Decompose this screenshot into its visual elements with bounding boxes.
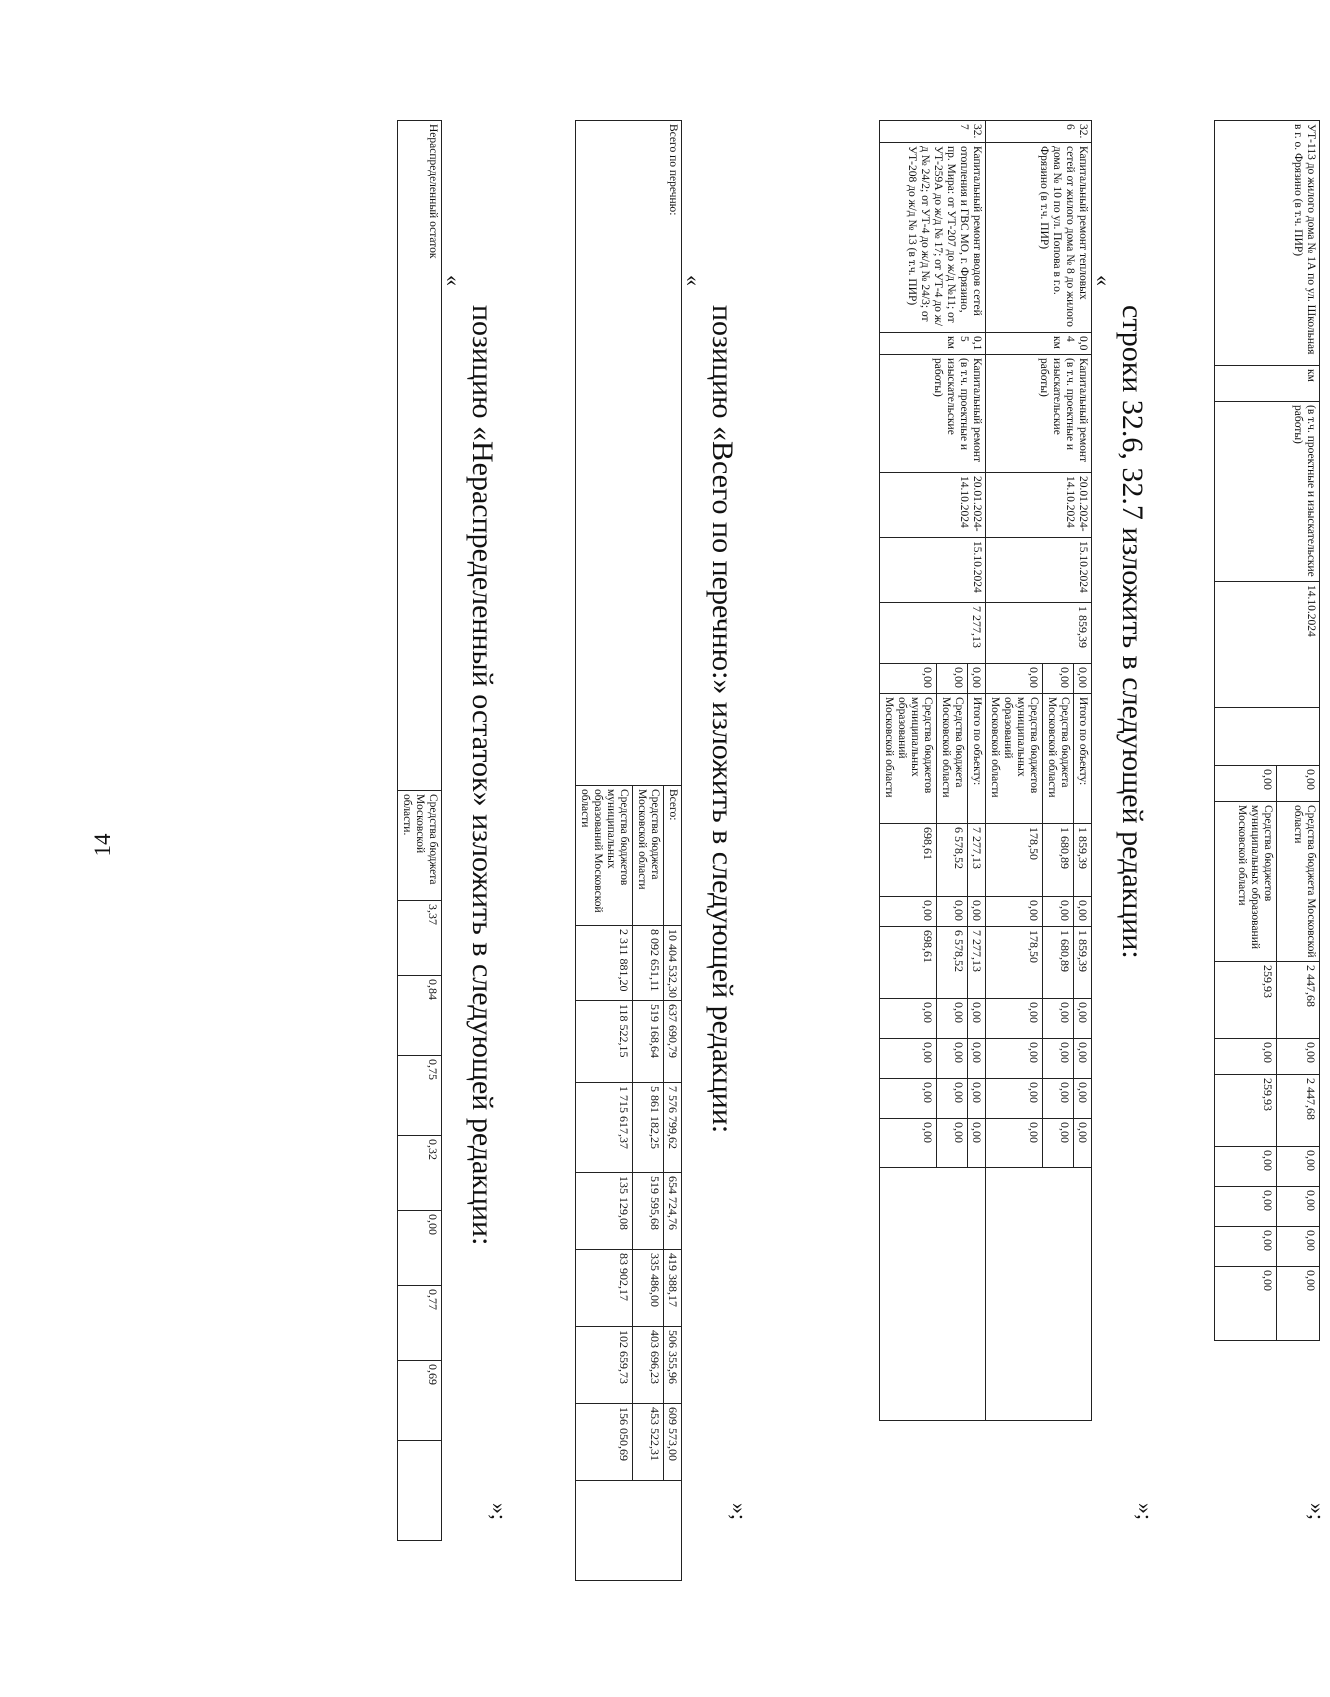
value-cell: 0,00	[986, 1079, 1043, 1119]
value-cell: 1 680,89	[1043, 824, 1074, 897]
value-cell: 0,00	[968, 999, 986, 1039]
object-cell: УТ-113 до жилого дома № 1А по ул. Школьная в г. о. Фрязино (в т.ч. ПИР)	[1215, 121, 1320, 366]
value-cell: 0,32	[398, 1136, 442, 1211]
value-cell: 7 277,13	[968, 927, 986, 999]
power-cell	[986, 333, 1092, 355]
value-cell: 698,61	[880, 927, 937, 999]
value-cell: 0,00	[986, 1039, 1043, 1079]
empty-cell	[986, 1168, 1092, 1421]
value-cell: 0,00	[937, 1119, 968, 1168]
empty-cell	[880, 1168, 986, 1421]
table-row	[968, 121, 986, 1421]
value-cell: 1 859,39	[1074, 927, 1092, 999]
value-cell: 0,00	[880, 1039, 937, 1079]
unit-cell: км	[1215, 366, 1320, 402]
source-cell: Средства бюджетов муниципальных образований Московской области	[986, 694, 1043, 824]
value-cell: 0,00	[880, 897, 937, 927]
source-cell: Итого по объекту:	[968, 694, 986, 824]
value-cell: 0,00	[1215, 1227, 1277, 1267]
rows-section-block	[879, 60, 1158, 1660]
closing-quote: »;	[727, 1502, 752, 1520]
work-type-cell: Капитальный ремонт (в т.ч. проектные и изыскательские работы)	[986, 355, 1092, 473]
source-cell: Средства бюджетов муниципальных образований Московской области	[576, 786, 633, 926]
value-cell: 0,00	[880, 1079, 937, 1119]
value-cell: 0,00	[1276, 1039, 1319, 1075]
value-cell: 0,00	[986, 664, 1043, 694]
source-cell: Средства бюджета Московской области	[937, 694, 968, 824]
period-cell: 20.01.2024-14.10.2024	[986, 473, 1092, 538]
total-section-block	[575, 60, 752, 1660]
residual-section-block	[397, 60, 512, 1660]
value-cell: 0,00	[1043, 999, 1074, 1039]
unit-value: км	[1051, 336, 1063, 349]
total-table	[575, 120, 682, 1581]
table-row	[1074, 121, 1092, 1421]
opening-quote: «	[681, 275, 706, 286]
value-cell: 0,00	[1074, 1079, 1092, 1119]
page-number: 14	[90, 833, 115, 857]
value-cell: 259,93	[1215, 1075, 1277, 1147]
value-cell: 2 311 881,20	[576, 926, 633, 1001]
value-cell: 83 902,17	[576, 1250, 633, 1327]
table-row	[1276, 121, 1319, 1341]
value-cell: 335 486,00	[633, 1250, 664, 1327]
source-cell: Всего:	[664, 786, 682, 926]
value-cell: 6 578,52	[937, 824, 968, 897]
value-cell: 419 388,17	[664, 1250, 682, 1327]
top-fragment-block	[1214, 60, 1330, 1660]
section-heading: позицию «Нераспределенный остаток» изложить в следующей редакции:	[466, 305, 499, 1246]
rows-table	[879, 120, 1092, 1421]
completion-cell: 15.10.2024	[986, 538, 1092, 603]
value-cell: 0,00	[937, 1079, 968, 1119]
value-cell: 1 680,89	[1043, 927, 1074, 999]
cost-cell: 7 277,13	[880, 603, 986, 664]
object-cell: Капитальный ремонт вводов сетей отопления и ГВС МО, г. Фрязино, пр. Мира: от УТ-207 до ж/д №11; от УТ-259А до ж/д № 17; от УТ-4 до ж/д № 24/2; от УТ-4 до ж/д № 24/3; от УТ-208 до ж/д № 13 (в т.ч. ПИР)	[880, 143, 986, 333]
source-cell: Итого по объекту:	[1074, 694, 1092, 824]
value-cell	[398, 1441, 442, 1541]
value-cell: 453 522,31	[633, 1404, 664, 1481]
value-cell: 0,00	[1043, 1079, 1074, 1119]
closing-quote: »;	[487, 1502, 512, 1520]
value-cell: 654 724,76	[664, 1173, 682, 1250]
row-number-cell: 32.6	[986, 121, 1092, 143]
work-type-cell: Капитальный ремонт (в т.ч. проектные и изыскательские работы)	[880, 355, 986, 473]
value-cell: 102 659,73	[576, 1327, 633, 1404]
value-cell: 403 696,23	[633, 1327, 664, 1404]
object-cell: Капитальный ремонт тепловых сетей от жилого дома № 8 до жилого дома № 10 по ул. Попова в г.о. Фрязино (в т.ч. ПИР)	[986, 143, 1092, 333]
value-cell: 10 404 532,30	[664, 926, 682, 1001]
source-cell: Средства бюджетов муниципальных образований Московской области	[1215, 802, 1277, 962]
value-cell: 2 447,68	[1276, 1075, 1319, 1147]
value-cell: 135 129,08	[576, 1173, 633, 1250]
value-cell: 0,00	[968, 1079, 986, 1119]
completion-cell: 15.10.2024	[880, 538, 986, 603]
value-cell: 0,00	[880, 664, 937, 694]
value-cell: 0,00	[937, 897, 968, 927]
period-cell: 20.01.2024-14.10.2024	[880, 473, 986, 538]
value-cell: 0,00	[1215, 1039, 1277, 1075]
closing-quote: »;	[1305, 1502, 1330, 1520]
empty-cell	[576, 1481, 682, 1581]
opening-quote: «	[1091, 275, 1116, 286]
value-cell: 0,00	[1276, 1227, 1319, 1267]
value-cell: 0,00	[880, 1119, 937, 1168]
value-cell: 259,93	[1215, 962, 1277, 1039]
value-cell: 156 050,69	[576, 1404, 633, 1481]
value-cell: 0,00	[937, 664, 968, 694]
value-cell: 0,00	[1043, 1039, 1074, 1079]
value-cell: 0,00	[1215, 766, 1277, 802]
value-cell: 609 573,00	[664, 1404, 682, 1481]
value-cell: 698,61	[880, 824, 937, 897]
value-cell: 0,00	[968, 1119, 986, 1168]
residual-label-cell: Нераспределенный остаток	[398, 121, 442, 791]
value-cell: 0,00	[1215, 1147, 1277, 1187]
value-cell: 0,00	[968, 897, 986, 927]
cost-cell: 1 859,39	[986, 603, 1092, 664]
value-cell: 0,00	[937, 999, 968, 1039]
value-cell: 0,00	[398, 1211, 442, 1286]
value-cell: 118 522,15	[576, 1001, 633, 1083]
value-cell: 0,00	[1074, 1119, 1092, 1168]
value-cell: 0,00	[1043, 1119, 1074, 1168]
value-cell: 7 277,13	[968, 824, 986, 897]
top-fragment-table	[1214, 120, 1320, 1341]
value-cell: 0,00	[1215, 1187, 1277, 1227]
source-cell: Средства бюджета Московской области	[1276, 802, 1319, 962]
value-cell: 0,00	[1276, 766, 1319, 802]
source-cell: Средства бюджета Московской области.	[398, 791, 442, 901]
value-cell: 5 861 182,25	[633, 1083, 664, 1173]
row-number-cell: 32.7	[880, 121, 986, 143]
value-cell: 519 168,64	[633, 1001, 664, 1083]
source-cell: Средства бюджета Московской области	[633, 786, 664, 926]
value-cell: 0,00	[1276, 1147, 1319, 1187]
power-value: 0,04	[1064, 336, 1089, 351]
value-cell: 0,75	[398, 1056, 442, 1136]
empty-cell	[1215, 708, 1320, 766]
work-type-cell: (в т.ч. проектные и изыскательские работы)	[1215, 402, 1320, 582]
value-cell: 0,00	[968, 664, 986, 694]
date-cell: 14.10.2024	[1215, 582, 1320, 708]
value-cell: 178,50	[986, 824, 1043, 897]
value-cell: 8 092 651,11	[633, 926, 664, 1001]
value-cell: 637 690,79	[664, 1001, 682, 1083]
table-row	[398, 121, 442, 1541]
value-cell: 1 859,39	[1074, 824, 1092, 897]
value-cell: 0,00	[1074, 664, 1092, 694]
value-cell: 0,77	[398, 1286, 442, 1361]
value-cell: 0,00	[1215, 1267, 1277, 1341]
power-cell	[880, 333, 986, 355]
value-cell: 0,00	[1043, 897, 1074, 927]
power-value: 0,15	[958, 336, 983, 351]
value-cell: 0,00	[1276, 1267, 1319, 1341]
value-cell: 1 715 617,37	[576, 1083, 633, 1173]
value-cell: 7 576 799,62	[664, 1083, 682, 1173]
residual-table	[397, 120, 442, 1541]
value-cell: 0,69	[398, 1361, 442, 1441]
value-cell: 0,00	[937, 1039, 968, 1079]
value-cell: 0,00	[1074, 999, 1092, 1039]
value-cell: 0,00	[1074, 897, 1092, 927]
value-cell: 519 595,68	[633, 1173, 664, 1250]
rotated-sheet	[220, 60, 1330, 1660]
value-cell: 0,84	[398, 976, 442, 1056]
value-cell: 6 578,52	[937, 927, 968, 999]
value-cell: 178,50	[986, 927, 1043, 999]
section-heading: строки 32.6, 32.7 изложить в следующей редакции:	[1116, 305, 1149, 959]
table-row	[664, 121, 682, 1581]
value-cell: 0,00	[1276, 1187, 1319, 1227]
value-cell: 0,00	[986, 999, 1043, 1039]
closing-quote: »;	[1133, 1502, 1158, 1520]
value-cell: 0,00	[880, 999, 937, 1039]
value-cell: 0,00	[1043, 664, 1074, 694]
value-cell: 0,00	[968, 1039, 986, 1079]
value-cell: 3,37	[398, 901, 442, 976]
value-cell: 0,00	[1074, 1039, 1092, 1079]
value-cell: 2 447,68	[1276, 962, 1319, 1039]
source-cell: Средства бюджетов муниципальных образований Московской области	[880, 694, 937, 824]
value-cell: 0,00	[986, 897, 1043, 927]
unit-value: км	[945, 336, 957, 349]
value-cell: 506 355,96	[664, 1327, 682, 1404]
section-heading: позицию «Всего по перечню:» изложить в следующей редакции:	[706, 305, 739, 1134]
value-cell: 0,00	[986, 1119, 1043, 1168]
total-label-cell: Всего по перечню:	[576, 121, 682, 786]
source-cell: Средства бюджета Московской области	[1043, 694, 1074, 824]
opening-quote: «	[441, 275, 466, 286]
